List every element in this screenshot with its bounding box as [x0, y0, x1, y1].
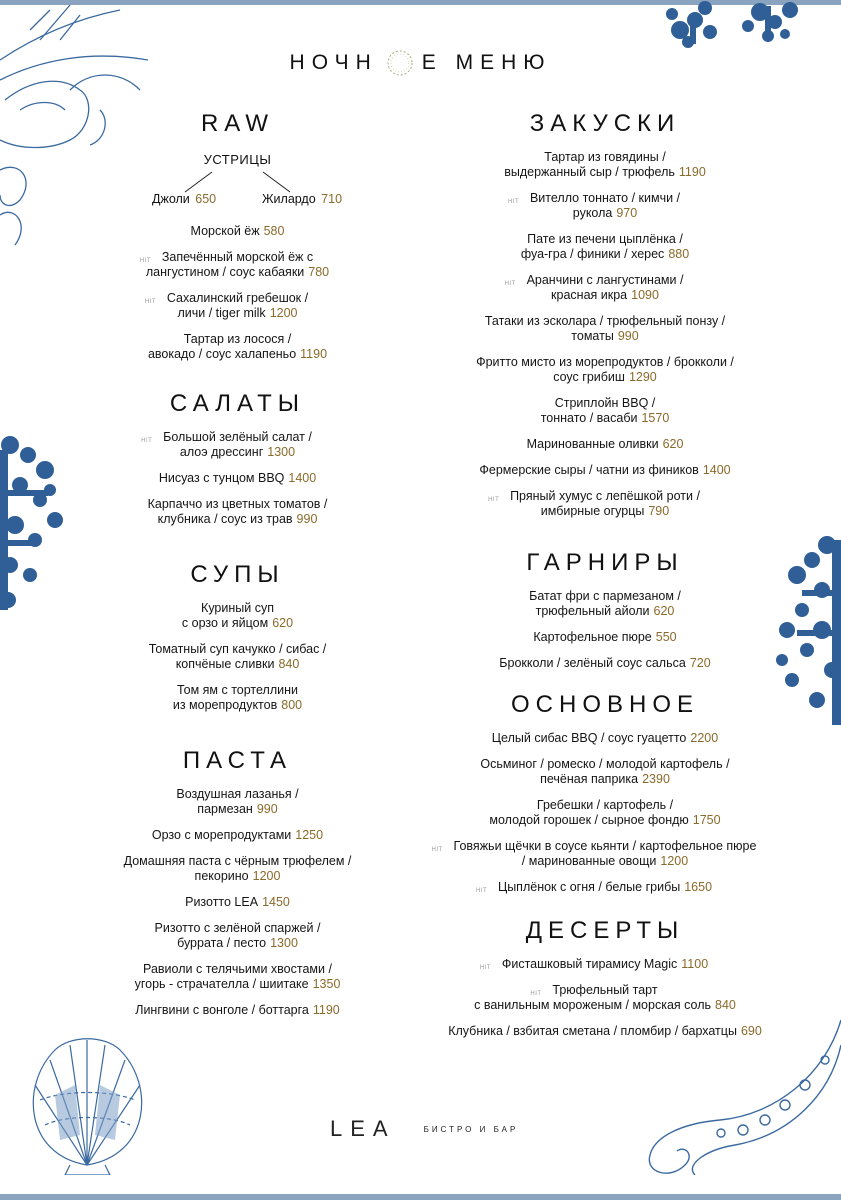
menu-item-price: 2390	[642, 772, 670, 786]
menu-item-price: 2200	[690, 731, 719, 745]
oyster-a-name: Джоли	[152, 192, 190, 206]
hit-tag: HIT	[139, 258, 151, 264]
menu-item-price: 1570	[641, 411, 670, 425]
menu-item-line: печёная паприка	[540, 772, 639, 786]
menu-item-line: имбирные огурцы	[540, 504, 645, 518]
menu-item	[415, 630, 795, 645]
menu-item-price: 990	[296, 512, 318, 526]
menu-item-line: Пряный хумус с лепёшкой роти /	[510, 489, 700, 503]
menu-item-price: 1200	[269, 306, 298, 320]
bottom-border	[0, 1194, 841, 1200]
menu-item	[100, 430, 375, 460]
menu-item-line: Тартар из говядины /	[544, 150, 666, 164]
right-column	[415, 110, 795, 1050]
menu-item	[415, 191, 795, 221]
menu-item-line: Стриплойн BBQ /	[554, 396, 656, 410]
menu-item-line: Тартар из лосося /	[183, 332, 292, 346]
menu-item	[415, 437, 795, 452]
section-salads	[100, 390, 375, 527]
menu-item-price: 1290	[628, 370, 657, 384]
menu-item	[100, 250, 375, 280]
menu-item-line: Домашняя паста с чёрным трюфелем /	[123, 854, 352, 868]
oyster-a-price: 650	[195, 192, 217, 206]
section-raw	[100, 110, 375, 362]
menu-item-line: Большой зелёный салат /	[163, 430, 312, 444]
menu-item-line: соус грибиш	[553, 370, 625, 384]
menu-item-line: Вителло тоннато / кимчи /	[529, 191, 681, 205]
menu-item-price: 1400	[702, 463, 731, 477]
menu-item	[100, 601, 375, 631]
menu-item	[415, 757, 795, 787]
menu-item-price: 880	[668, 247, 690, 261]
menu-item	[415, 731, 795, 746]
top-border	[0, 0, 841, 5]
menu-item-line: пекорино	[194, 869, 249, 883]
soups-items	[100, 601, 375, 713]
desserts-items	[415, 957, 795, 1039]
menu-item-line: лангустином / соус кабаяки	[145, 265, 305, 279]
menu-item-price: 1300	[270, 936, 298, 950]
section-title-salads: САЛАТЫ	[169, 390, 306, 417]
menu-item-line: Ризотто с зелёной спаржей /	[154, 921, 321, 935]
menu-item-line: пармезан	[197, 802, 253, 816]
menu-item-price: 840	[715, 998, 736, 1012]
menu-item-line: Сахалинский гребешок /	[166, 291, 309, 305]
menu-item-line: Клубника / взбитая сметана / пломбир / бархатцы	[448, 1024, 737, 1038]
menu-item	[415, 957, 795, 972]
menu-item-price: 690	[740, 1024, 762, 1038]
menu-item-line: Лингвини с вонголе / боттарга	[135, 1003, 309, 1017]
menu-item-price: 990	[617, 329, 639, 343]
hit-tag: HIT	[488, 497, 500, 503]
menu-item-line: трюфельный айоли	[535, 604, 650, 618]
hit-tag: HIT	[479, 965, 491, 971]
menu-item	[100, 642, 375, 672]
menu-item-price: 1250	[295, 828, 324, 842]
menu-item-line: Орзо с морепродуктами	[151, 828, 292, 842]
menu-item-line: копчёные сливки	[175, 657, 275, 671]
menu-item-line: буррата / песто	[177, 936, 267, 950]
page-title-left: НОЧН	[289, 51, 378, 74]
page-title-right: Е МЕНЮ	[421, 51, 552, 74]
salads-items	[100, 430, 375, 527]
menu-item-line: Картофельное пюре	[533, 630, 652, 644]
oysters-block	[100, 152, 375, 212]
menu-item	[415, 656, 795, 671]
menu-item-price: 840	[278, 657, 300, 671]
section-title-snacks: ЗАКУСКИ	[529, 110, 681, 137]
menu-item-price: 620	[653, 604, 675, 618]
menu-item-line: Маринованные оливки	[526, 437, 659, 451]
menu-item	[100, 291, 375, 321]
section-title-raw: RAW	[200, 110, 275, 137]
menu-item	[100, 683, 375, 713]
brand-footer	[330, 1116, 518, 1142]
menu-item-price: 1300	[267, 445, 296, 459]
menu-item-price: 550	[655, 630, 677, 644]
menu-item-line: Ризотто LEA	[185, 895, 259, 909]
menu-item-price: 1090	[631, 288, 659, 302]
section-desserts	[415, 917, 795, 1039]
hit-tag: HIT	[507, 199, 520, 205]
menu-item-line: Говяжьи щёчки в соусе кьянти / картофельное пюре	[453, 839, 757, 853]
hit-tag: HIT	[144, 299, 157, 305]
menu-item-price: 990	[256, 802, 278, 816]
menu-item	[415, 232, 795, 262]
menu-item-line: Фисташковый тирамису Magic	[501, 957, 678, 971]
raw-items	[100, 224, 375, 362]
section-title-desserts: ДЕСЕРТЫ	[525, 917, 685, 944]
menu-item-price: 1200	[660, 854, 689, 868]
menu-item-line: алоэ дрессинг	[179, 445, 264, 459]
oyster-b-price: 710	[321, 192, 343, 206]
menu-item-line: личи / tiger milk	[177, 306, 266, 320]
section-title-mains: ОСНОВНОЕ	[510, 691, 699, 718]
menu-item-price: 1750	[692, 813, 721, 827]
section-title-sides: ГАРНИРЫ	[526, 549, 684, 576]
menu-item	[100, 471, 375, 486]
coral-left	[0, 430, 65, 615]
menu-item	[100, 224, 375, 239]
menu-item-line: Том ям с тортеллини	[176, 683, 299, 697]
menu-item-line: из морепродуктов	[172, 698, 278, 712]
menu-item	[415, 1024, 795, 1039]
hit-tag: HIT	[530, 991, 542, 997]
menu-item-price: 1350	[312, 977, 341, 991]
menu-item-line: Гребешки / картофель /	[536, 798, 674, 812]
pasta-items	[100, 787, 375, 1018]
hit-tag: HIT	[475, 888, 488, 894]
menu-item-price: 1200	[252, 869, 281, 883]
menu-item-price: 1400	[288, 471, 317, 485]
menu-item-line: Пате из печени цыплёнка /	[527, 232, 683, 246]
menu-item	[100, 828, 375, 843]
menu-item	[100, 854, 375, 884]
menu-item-line: Карпаччо из цветных томатов /	[147, 497, 328, 511]
menu-item	[415, 150, 795, 180]
section-mains	[415, 691, 795, 895]
menu-item	[100, 787, 375, 817]
oyster-item-b	[262, 192, 342, 206]
menu-item-line: Фермерские сыры / чатни из фиников	[479, 463, 699, 477]
menu-item-line: выдержанный сыр / трюфель	[504, 165, 675, 179]
menu-item-price: 800	[281, 698, 303, 712]
left-column	[100, 110, 375, 1029]
menu-item	[415, 798, 795, 828]
menu-item-price: 580	[263, 224, 285, 238]
menu-item-price: 1190	[300, 347, 328, 361]
menu-item-line: фуа-гра / финики / херес	[520, 247, 665, 261]
menu-item-line: Запечённый морской ёж с	[161, 250, 314, 264]
menu-item-price: 970	[616, 206, 638, 220]
menu-item	[100, 895, 375, 910]
menu-item-line: Трюфельный тарт	[552, 983, 658, 997]
hit-tag: HIT	[431, 847, 443, 853]
menu-item-price: 1650	[684, 880, 713, 894]
menu-item-line: Нисуаз с тунцом BBQ	[158, 471, 285, 485]
hit-tag: HIT	[141, 438, 153, 444]
menu-item	[415, 396, 795, 426]
menu-item-line: Морской ёж	[190, 224, 260, 238]
menu-item-line: Целый сибас BBQ / соус гуацетто	[491, 731, 687, 745]
menu-item-price: 790	[648, 504, 670, 518]
menu-item-line: Брокколи / зелёный соус сальса	[499, 656, 686, 670]
brand-logo: LEA	[330, 1116, 396, 1141]
menu-item-price: 1190	[678, 165, 706, 179]
menu-item-price: 1450	[262, 895, 290, 909]
menu-item-line: Цыплёнок с огня / белые грибы	[497, 880, 681, 894]
menu-item-price: 780	[308, 265, 330, 279]
page-title	[0, 47, 841, 79]
menu-item-line: Равиоли с телячьими хвостами /	[143, 962, 332, 976]
menu-item-line: угорь - страчателла / шиитаке	[134, 977, 309, 991]
menu-item-line: Куриный суп	[201, 601, 274, 615]
menu-item-line: с орзо и яйцом	[181, 616, 269, 630]
menu-item-line: рукола	[572, 206, 613, 220]
menu-item-line: авокадо / соус халапеньо	[147, 347, 297, 361]
menu-item	[415, 489, 795, 519]
menu-item	[415, 355, 795, 385]
menu-item	[415, 463, 795, 478]
mains-items	[415, 731, 795, 895]
menu-item-line: тоннато / васаби	[540, 411, 638, 425]
menu-item-line: / маринованные овощи	[521, 854, 657, 868]
menu-item	[100, 962, 375, 992]
menu-item-line: Аранчини с лангустинами /	[526, 273, 684, 287]
menu-item	[415, 314, 795, 344]
section-soups	[100, 561, 375, 713]
menu-item-line: красная икра	[551, 288, 628, 302]
menu-item-line: Осьминог / ромеско / молодой картофель /	[480, 757, 730, 771]
shell-illustration	[15, 1025, 160, 1175]
menu-item-price: 620	[272, 616, 294, 630]
menu-item-line: Томатный суп качукко / сибас /	[148, 642, 327, 656]
section-title-pasta: ПАСТА	[182, 747, 293, 774]
menu-item-price: 720	[689, 656, 711, 670]
section-snacks	[415, 110, 795, 519]
sides-items	[415, 589, 795, 671]
hit-tag: HIT	[504, 281, 516, 287]
menu-item	[415, 273, 795, 303]
menu-item-price: 1190	[312, 1003, 340, 1017]
menu-item-line: клубника / соус из трав	[157, 512, 293, 526]
menu-item-line: Воздушная лазанья /	[176, 787, 299, 801]
section-title-soups: СУПЫ	[190, 561, 285, 588]
menu-item-line: Фритто мисто из морепродуктов / брокколи /	[476, 355, 734, 369]
oyster-item-a	[152, 192, 216, 206]
menu-item-line: с ванильным мороженым / морская соль	[474, 998, 712, 1012]
section-pasta	[100, 747, 375, 1018]
menu-item	[415, 839, 795, 869]
oysters-heading: УСТРИЦЫ	[203, 152, 272, 167]
menu-item-price: 620	[662, 437, 684, 451]
menu-item	[100, 921, 375, 951]
menu-item-line: молодой горошек / сырное фондю	[489, 813, 689, 827]
menu-item-line: томаты	[571, 329, 614, 343]
menu-item	[415, 983, 795, 1013]
snacks-items	[415, 150, 795, 519]
menu-item-line: Татаки из эсколара / трюфельный понзу /	[484, 314, 726, 328]
section-sides	[415, 549, 795, 671]
menu-item	[100, 1003, 375, 1018]
brand-subtitle: БИСТРО И БАР	[423, 1124, 519, 1134]
menu-item-line: Батат фри с пармезаном /	[529, 589, 681, 603]
menu-item-price: 1100	[681, 957, 709, 971]
menu-item	[100, 332, 375, 362]
menu-item	[415, 880, 795, 895]
menu-item	[415, 589, 795, 619]
menu-item	[100, 497, 375, 527]
wreath-icon	[384, 47, 416, 79]
oyster-b-name: Жилардо	[262, 192, 316, 206]
